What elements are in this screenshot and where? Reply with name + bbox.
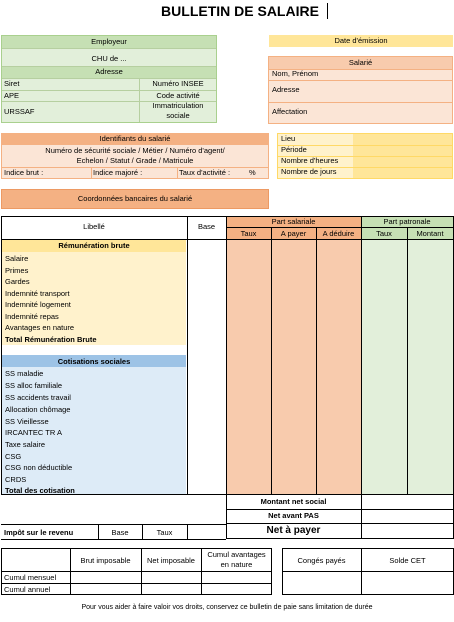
cot-item-csg-nd: CSG non déductible (5, 463, 73, 472)
brut-item-primes: Primes (5, 266, 29, 275)
cumul-col-net: Net imposable (147, 556, 195, 565)
indice-majore-label: Indice majoré : (93, 168, 143, 177)
col-pat-taux: Taux (376, 229, 392, 238)
immatriculation-label: Immatriculation sociale (152, 101, 204, 120)
impot-taux-label: Taux (156, 528, 173, 537)
footer-note: Pour vous aider à faire valoir vos droits, conservez ce bulletin de paie sans limitation de durée (81, 604, 373, 611)
cot-item-taxe: Taxe salaire (5, 440, 46, 449)
conges-payes-label: Congés payés (297, 556, 346, 565)
net-a-payer-label: Net à payer (266, 525, 321, 536)
part-patronale-header: Part patronale (383, 217, 431, 226)
brut-total: Total Rémunération Brute (5, 335, 97, 344)
cot-item-crds: CRDS (5, 475, 27, 484)
insee-label: Numéro INSEE (152, 79, 204, 88)
main-table (1, 216, 454, 495)
cot-item-ircantec: IRCANTEC TR A (5, 428, 62, 437)
cot-section-header: Cotisations sociales (57, 357, 131, 366)
col-sal-taux: Taux (240, 229, 257, 238)
page-title: BULLETIN DE SALAIRE (161, 3, 319, 19)
jours-label: Nombre de jours (281, 167, 337, 176)
periode-label: Période (281, 145, 307, 154)
salarie-adresse-label: Adresse (272, 85, 300, 94)
siret-label: Siret (4, 79, 20, 88)
employer-address-label: Adresse (95, 67, 123, 76)
impot-base-label: Base (111, 528, 129, 537)
col-sal-a-payer: A payer (280, 229, 307, 238)
code-activite-label: Code activité (156, 91, 200, 100)
cot-total: Total des cotisation (5, 486, 75, 495)
cot-item-accidents: SS accidents travail (5, 393, 71, 402)
cot-item-chomage: Allocation chômage (5, 405, 71, 414)
cot-item-vieillesse: SS Vieillesse (5, 417, 49, 426)
part-salariale-header: Part salariale (271, 217, 316, 226)
col-base: Base (197, 222, 216, 231)
brut-section-header: Rémunération brute (58, 241, 130, 250)
brut-item-logement: Indemnité logement (5, 300, 71, 309)
taux-activite-label: Taux d'activité : (179, 168, 231, 177)
ape-label: APE (4, 91, 20, 100)
identifiants-header: Identifiants du salarié (99, 134, 171, 143)
brut-item-repas: Indemnité repas (5, 312, 59, 321)
salarie-header: Salarié (348, 58, 373, 67)
solde-cet-label: Solde CET (389, 556, 426, 565)
cumul-mensuel-label: Cumul mensuel (4, 573, 57, 582)
date-emission-label: Date d'émission (334, 36, 388, 45)
lieu-label: Lieu (281, 134, 296, 143)
cumul-col-brut: Brut imposable (80, 556, 131, 565)
col-sal-a-deduire: A déduire (322, 229, 355, 238)
bancaire-label: Coordonnées bancaires du salarié (77, 194, 193, 203)
brut-item-transport: Indemnité transport (5, 289, 70, 298)
cumul-annuel-label: Cumul annuel (4, 585, 51, 594)
employer-header: Employeur (91, 37, 127, 46)
net-avant-pas-label: Net avant PAS (268, 511, 319, 520)
nom-prenom-label: Nom, Prénom (272, 69, 319, 78)
text-cursor (327, 3, 328, 19)
identifiants-line2: Echelon / Statut / Grade / Matricule (76, 156, 194, 165)
identifiants-line1: Numéro de sécurité sociale / Métier / Numéro d'agent/ (45, 146, 225, 155)
urssaf-label: URSSAF (4, 107, 35, 116)
net-social-label: Montant net social (260, 497, 327, 506)
affectation-label: Affectation (272, 107, 308, 116)
cot-item-alloc: SS alloc familiale (5, 381, 63, 390)
employer-name: CHU de ... (91, 54, 127, 63)
brut-item-gardes: Gardes (5, 277, 30, 286)
impot-label: Impôt sur le revenu (4, 528, 74, 537)
col-pat-montant: Montant (416, 229, 444, 238)
cot-item-csg: CSG (5, 452, 22, 461)
cumul-col-avantages: Cumul avantages en nature (207, 550, 266, 569)
brut-item-avantages: Avantages en nature (5, 323, 75, 332)
cot-item-maladie: SS maladie (5, 369, 44, 378)
heures-label: Nombre d'heures (281, 156, 339, 165)
col-libelle: Libellé (83, 222, 105, 231)
brut-item-salaire: Salaire (5, 254, 29, 263)
indice-brut-label: Indice brut : (4, 168, 44, 177)
taux-activite-percent: % (249, 168, 256, 177)
